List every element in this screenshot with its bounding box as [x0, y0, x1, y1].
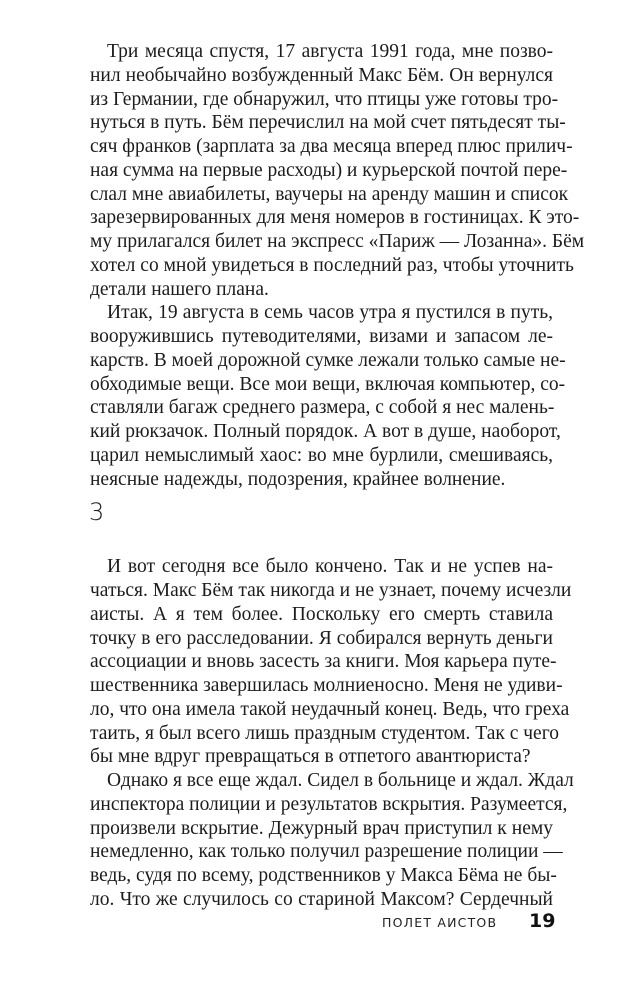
- paragraph-4-line: ведь, судя по всему, родственников у Макса Бёма не бы-: [90, 865, 557, 886]
- paragraph-1-line: нуться в путь. Бём перечислил на мой счет пятьдесят ты-: [90, 112, 566, 133]
- paragraph-2-line: Итак, 19 августа в семь часов утра я пустился в путь,: [107, 302, 553, 323]
- paragraph-3-line: аисты. А я тем более. Поскольку его смерть ставила: [90, 604, 553, 625]
- paragraph-1-line: слал мне авиабилеты, ваучеры на аренду машин и список: [90, 184, 569, 205]
- paragraph-1-line: хотел со мной увидеться в последний раз, чтобы уточнить: [90, 255, 574, 276]
- running-title: ПОЛЕТ АИСТОВ: [382, 915, 498, 930]
- paragraph-2-line: кий рюкзачок. Полный порядок. А вот в душе, наоборот,: [90, 421, 561, 442]
- paragraph-1-line: ная сумма на первые расходы) и курьерской почтой пере-: [90, 160, 568, 181]
- paragraph-1-line: зарезервированных для меня номеров в гостиницах. К это-: [90, 207, 580, 228]
- paragraph-1-line: Три месяца спустя, 17 августа 1991 года, мне позво-: [107, 41, 553, 62]
- paragraph-3-line: таить, я был всего лишь праздным студентом. Так с чего: [90, 723, 559, 744]
- paragraph-3-line: И вот сегодня все было кончено. Так и не успев на-: [107, 556, 553, 577]
- paragraph-2-line: ставляли багаж среднего размера, с собой я нес малень-: [90, 397, 555, 418]
- paragraph-2-line: карств. В моей дорожной сумке лежали только самые не-: [90, 350, 566, 371]
- paragraph-4-line: немедленно, как только получил разрешение полиции —: [90, 841, 563, 862]
- paragraph-2-line: вооружившись путеводителями, визами и запасом ле-: [90, 326, 553, 347]
- paragraph-3-line: чаться. Макс Бём так никогда и не узнает, почему исчезли: [90, 580, 572, 601]
- paragraph-4-line: Однако я все еще ждал. Сидел в больнице и ждал. Ждал: [107, 770, 574, 791]
- paragraph-3-line: ло, что она имела такой неудачный конец. Ведь, что греха: [90, 699, 570, 720]
- paragraph-1-line: детали нашего плана.: [90, 279, 269, 300]
- paragraph-2-line: обходимые вещи. Все мои вещи, включая компьютер, со-: [90, 374, 566, 395]
- paragraph-4-line: ло. Что же случилось со стариной Максом? Сердечный: [90, 889, 553, 910]
- paragraph-1-line: нил необычайно возбужденный Макс Бём. Он вернулся: [90, 65, 553, 86]
- paragraph-3-line: ассоциации и вновь засесть за книги. Моя карьера путе-: [90, 651, 557, 672]
- paragraph-1-line: из Германии, где обнаружил, что птицы уже готовы тро-: [90, 89, 559, 110]
- paragraph-3-line: шественника завершилась молниеносно. Меня не удиви-: [90, 675, 563, 696]
- paragraph-3-line: бы мне вдруг превращаться в отпетого авантюриста?: [90, 746, 531, 767]
- paragraph-1-line: сяч франков (зарплата за два месяца вперед плюс прилич-: [90, 136, 573, 157]
- paragraph-2-line: неясные надежды, подозрения, крайнее волнение.: [90, 469, 506, 490]
- chapter-number: 3: [89, 498, 105, 527]
- paragraph-1-line: му прилагался билет на экспресс «Париж — Лозанна». Бём: [90, 231, 585, 252]
- paragraph-2-line: царил немыслимый хаос: во мне бурлили, смешиваясь,: [90, 445, 553, 466]
- paragraph-4-line: инспектора полиции и результатов вскрытия. Разумеется,: [90, 794, 568, 815]
- page-number: 19: [529, 910, 556, 932]
- paragraph-4-line: произвели вскрытие. Дежурный врач приступил к нему: [90, 818, 553, 839]
- paragraph-3-line: точку в его расследовании. Я собирался вернуть деньги: [90, 628, 553, 649]
